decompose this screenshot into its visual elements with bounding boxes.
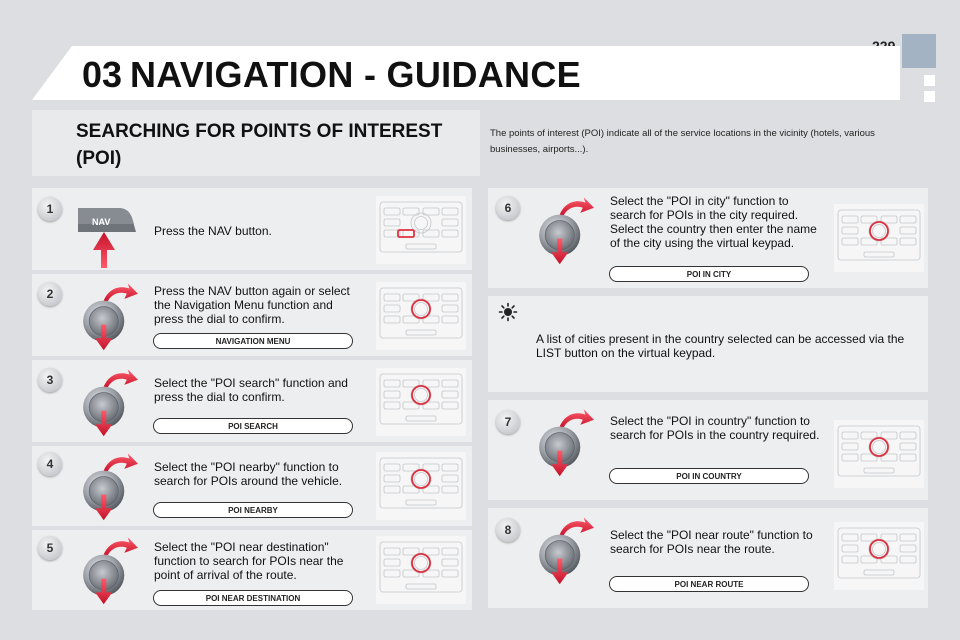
tab-square-2	[924, 91, 935, 102]
intro-text: The points of interest (POI) indicate all of the service locations in the vicinity (hotels, various businesses, airports...).	[490, 128, 875, 155]
rotary-dial-icon	[534, 404, 594, 480]
console-image-6	[834, 204, 924, 272]
rotary-dial-icon	[78, 448, 138, 524]
rotary-dial-icon	[534, 192, 594, 268]
step-8-badge: 8	[496, 518, 520, 542]
rotary-dial-icon	[78, 278, 138, 354]
step-5-text: Select the "POI near destination" function to search for POIs near the point of arrival of the route.	[154, 540, 344, 582]
step-1-text: Press the NAV button.	[154, 224, 272, 238]
tip-text: A list of cities present in the country selected can be accessed via the LIST button on the virtual keypad.	[536, 332, 905, 360]
header-corner	[32, 46, 72, 100]
tab-square-1	[924, 75, 935, 86]
console-image-7	[834, 420, 924, 488]
page-tab	[902, 34, 936, 68]
step-8-text: Select the "POI near route" function to search for POIs near the route.	[610, 528, 813, 556]
nav-button-icon	[74, 198, 140, 270]
step-5-badge: 5	[38, 536, 62, 560]
chapter-title: NAVIGATION - GUIDANCE	[130, 54, 581, 95]
console-image-8	[834, 522, 924, 590]
step-2-text: Press the NAV button again or select the Navigation Menu function and press the dial to confirm.	[154, 284, 350, 326]
step-6-badge: 6	[496, 196, 520, 220]
rotary-dial-icon	[78, 532, 138, 608]
step-7-text: Select the "POI in country" function to search for POIs in the country required.	[610, 414, 820, 442]
menu-navigation-menu: NAVIGATION MENU	[153, 333, 353, 349]
step-1-badge: 1	[38, 197, 62, 221]
chapter-number: 03	[82, 54, 123, 95]
section-title: SEARCHING FOR POINTS OF INTEREST (POI)	[76, 121, 443, 169]
menu-poi-in-city: POI IN CITY	[609, 266, 809, 282]
rotary-dial-icon	[534, 512, 594, 588]
step-2-badge: 2	[38, 282, 62, 306]
step-4-text: Select the "POI nearby" function to search for POIs around the vehicle.	[154, 460, 343, 488]
step-3-text: Select the "POI search" function and press the dial to confirm.	[154, 376, 348, 404]
console-image-3	[376, 368, 466, 436]
lightbulb-icon	[498, 302, 518, 322]
step-6-text: Select the "POI in city" function to search for POIs in the city required. Select the country then enter the name of the city using the virtual keypad.	[610, 194, 817, 250]
menu-poi-near-destination: POI NEAR DESTINATION	[153, 590, 353, 606]
step-3-badge: 3	[38, 368, 62, 392]
console-image-2	[376, 282, 466, 350]
console-image-1	[376, 196, 466, 264]
menu-poi-nearby: POI NEARBY	[153, 502, 353, 518]
menu-poi-search: POI SEARCH	[153, 418, 353, 434]
console-image-4	[376, 452, 466, 520]
console-image-5	[376, 536, 466, 604]
rotary-dial-icon	[78, 364, 138, 440]
menu-poi-near-route: POI NEAR ROUTE	[609, 576, 809, 592]
step-4-badge: 4	[38, 452, 62, 476]
nav-button-label: NAV	[92, 217, 111, 227]
step-7-badge: 7	[496, 410, 520, 434]
menu-poi-in-country: POI IN COUNTRY	[609, 468, 809, 484]
